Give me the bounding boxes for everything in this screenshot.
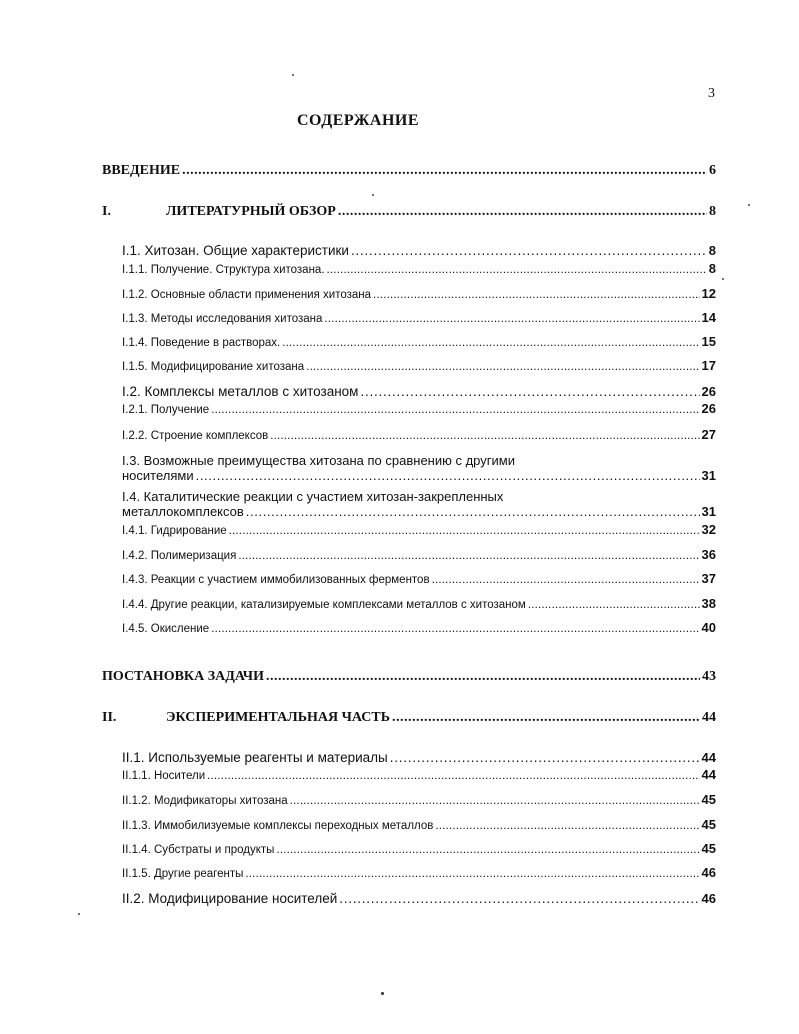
toc-entry-page: 8 bbox=[709, 204, 716, 219]
toc-entry-label: I.4.5. Окисление bbox=[122, 623, 210, 635]
toc-entry-label: ЛИТЕРАТУРНЫЙ ОБЗОР bbox=[166, 204, 336, 219]
page-number: 3 bbox=[708, 86, 715, 101]
toc-entry-subsection[interactable] bbox=[122, 311, 716, 326]
toc-entry-page: 8 bbox=[708, 243, 716, 258]
toc-entry-subsection[interactable] bbox=[122, 768, 716, 783]
toc-entry-subsection[interactable] bbox=[122, 818, 716, 833]
toc-title: СОДЕРЖАНИЕ bbox=[296, 112, 420, 129]
dot-leader bbox=[266, 669, 700, 685]
toc-entry-page: 31 bbox=[701, 468, 716, 483]
toc-entry-section[interactable] bbox=[122, 243, 716, 259]
dot-leader bbox=[270, 430, 699, 443]
toc-entry-subsection[interactable] bbox=[122, 793, 716, 808]
toc-entry-label: носителями bbox=[122, 468, 194, 483]
toc-entry-page: 6 bbox=[709, 163, 716, 178]
toc-entry-section-line1: I.3. Возможные преимущества хитозана по сравнению с другими bbox=[122, 453, 515, 468]
toc-entry-section[interactable] bbox=[122, 891, 716, 907]
toc-entry-chapter-1[interactable] bbox=[102, 204, 716, 220]
dot-leader bbox=[211, 404, 699, 417]
dot-leader bbox=[360, 384, 699, 400]
toc-entry-label: I.1.5. Модифицирование хитозана bbox=[122, 361, 305, 373]
dot-leader bbox=[229, 525, 700, 538]
toc-entry-label: I.1.1. Получение. Структура хитозана. bbox=[122, 264, 325, 276]
toc-entry-label: II.2. Модифицирование носителей bbox=[122, 891, 338, 906]
chapter-numeral: I. bbox=[102, 204, 111, 219]
toc-entry-page: 17 bbox=[701, 358, 716, 373]
scan-speck bbox=[722, 278, 724, 280]
toc-entry-label: I.1. Хитозан. Общие характеристики bbox=[122, 243, 349, 258]
toc-entry-intro[interactable] bbox=[102, 163, 716, 179]
toc-entry-subsection[interactable] bbox=[122, 287, 716, 302]
toc-entry-label: металлокомплексов bbox=[122, 504, 244, 519]
dot-leader bbox=[207, 770, 699, 783]
toc-entry-chapter-2[interactable] bbox=[102, 710, 716, 726]
dot-leader bbox=[338, 204, 707, 220]
toc-entry-section[interactable] bbox=[122, 384, 716, 400]
toc-entry-label: I.1.2. Основные области применения хитозана bbox=[122, 289, 372, 301]
toc-entry-page: 38 bbox=[701, 596, 716, 611]
toc-entry-label: ВВЕДЕНИЕ bbox=[102, 163, 181, 178]
toc-entry-subsection[interactable] bbox=[122, 597, 716, 612]
toc-entry-page: 45 bbox=[701, 792, 716, 807]
toc-entry-page: 37 bbox=[701, 571, 716, 586]
dot-leader bbox=[306, 361, 699, 374]
toc-entry-section[interactable] bbox=[122, 750, 716, 766]
toc-entry-label: II.1. Используемые реагенты и материалы bbox=[122, 750, 388, 765]
dot-leader bbox=[390, 750, 700, 766]
toc-entry-subsection[interactable] bbox=[122, 359, 716, 374]
toc-entry-page: 46 bbox=[701, 891, 716, 906]
toc-entry-page: 8 bbox=[708, 261, 716, 276]
toc-entry-label: ПОСТАНОВКА ЗАДАЧИ bbox=[102, 669, 264, 684]
dot-leader bbox=[435, 820, 699, 833]
toc-entry-task[interactable] bbox=[102, 669, 716, 685]
dot-leader bbox=[432, 574, 700, 587]
toc-entry-label: I.2.1. Получение bbox=[122, 404, 210, 416]
scan-speck bbox=[372, 194, 374, 196]
toc-entry-subsection[interactable] bbox=[122, 428, 716, 443]
toc-entry-page: 40 bbox=[701, 620, 716, 635]
toc-entry-page: 15 bbox=[701, 334, 716, 349]
toc-entry-label: ЭКСПЕРИМЕНТАЛЬНАЯ ЧАСТЬ bbox=[166, 710, 390, 725]
toc-entry-page: 26 bbox=[701, 401, 716, 416]
toc-entry-label: II.1.4. Субстраты и продукты bbox=[122, 844, 275, 856]
dot-leader bbox=[196, 469, 700, 484]
scan-speck bbox=[292, 74, 294, 76]
toc-entry-page: 44 bbox=[701, 750, 716, 765]
toc-entry-label: I.2. Комплексы металлов с хитозаном bbox=[122, 384, 359, 399]
toc-entry-subsection[interactable] bbox=[122, 548, 716, 563]
toc-entry-subsection[interactable] bbox=[122, 572, 716, 587]
dot-leader bbox=[211, 623, 699, 636]
dot-leader bbox=[339, 891, 699, 907]
toc-entry-label: I.1.3. Методы исследования хитозана bbox=[122, 313, 323, 325]
dot-leader bbox=[351, 243, 707, 259]
toc-entry-label: I.2.2. Строение комплексов bbox=[122, 430, 269, 442]
toc-entry-label: I.4.1. Гидрирование bbox=[122, 525, 227, 537]
dot-leader bbox=[528, 599, 700, 612]
toc-entry-page: 45 bbox=[701, 841, 716, 856]
dot-leader bbox=[246, 505, 700, 520]
toc-entry-label: II.1.2. Модификаторы хитозана bbox=[122, 795, 288, 807]
dot-leader bbox=[245, 868, 699, 881]
toc-entry-subsection[interactable] bbox=[122, 866, 716, 881]
toc-entry-label: II.1.5. Другие реагенты bbox=[122, 868, 244, 880]
toc-entry-section-line1: I.4. Каталитические реакции с участием хитозан-закрепленных bbox=[122, 489, 504, 504]
dot-leader bbox=[392, 710, 700, 726]
toc-entry-subsection[interactable] bbox=[122, 402, 716, 417]
toc-entry-page: 12 bbox=[701, 286, 716, 301]
chapter-numeral: II. bbox=[102, 710, 117, 725]
toc-entry-label: I.1.4. Поведение в растворах. bbox=[122, 337, 281, 349]
toc-entry-subsection[interactable] bbox=[122, 262, 716, 277]
toc-entry-label: I.4.4. Другие реакции, катализируемые комплексами металлов с хитозаном bbox=[122, 599, 526, 611]
toc-entry-subsection[interactable] bbox=[122, 523, 716, 538]
toc-entry-subsection[interactable] bbox=[122, 621, 716, 636]
scan-speck bbox=[78, 913, 80, 915]
toc-entry-page: 43 bbox=[702, 669, 716, 684]
dot-leader bbox=[282, 337, 699, 350]
dot-leader bbox=[182, 163, 707, 179]
toc-entry-label: II.1.3. Иммобилизуемые комплексы переходных металлов bbox=[122, 820, 434, 832]
dot-leader bbox=[327, 264, 707, 277]
scan-speck bbox=[381, 992, 384, 995]
toc-entry-section[interactable] bbox=[122, 469, 716, 484]
toc-entry-page: 26 bbox=[701, 384, 716, 399]
toc-entry-page: 44 bbox=[701, 767, 716, 782]
toc-entry-label: I.4.2. Полимеризация bbox=[122, 550, 237, 562]
dot-leader bbox=[373, 289, 700, 302]
dot-leader bbox=[290, 795, 700, 808]
toc-entry-section[interactable] bbox=[122, 505, 716, 520]
scan-speck bbox=[748, 204, 750, 206]
dot-leader bbox=[276, 844, 699, 857]
dot-leader bbox=[238, 550, 699, 563]
toc-entry-page: 32 bbox=[701, 522, 716, 537]
toc-entry-page: 46 bbox=[701, 865, 716, 880]
dot-leader bbox=[324, 313, 699, 326]
toc-entry-page: 44 bbox=[702, 710, 716, 725]
toc-entry-page: 45 bbox=[701, 817, 716, 832]
toc-entry-page: 27 bbox=[701, 427, 716, 442]
toc-entry-subsection[interactable] bbox=[122, 335, 716, 350]
toc-entry-label: II.1.1. Носители bbox=[122, 770, 206, 782]
toc-entry-page: 14 bbox=[701, 310, 716, 325]
toc-entry-page: 36 bbox=[701, 547, 716, 562]
toc-entry-label: I.4.3. Реакции с участием иммобилизованных ферментов bbox=[122, 574, 430, 586]
toc-entry-subsection[interactable] bbox=[122, 842, 716, 857]
toc-entry-page: 31 bbox=[701, 504, 716, 519]
